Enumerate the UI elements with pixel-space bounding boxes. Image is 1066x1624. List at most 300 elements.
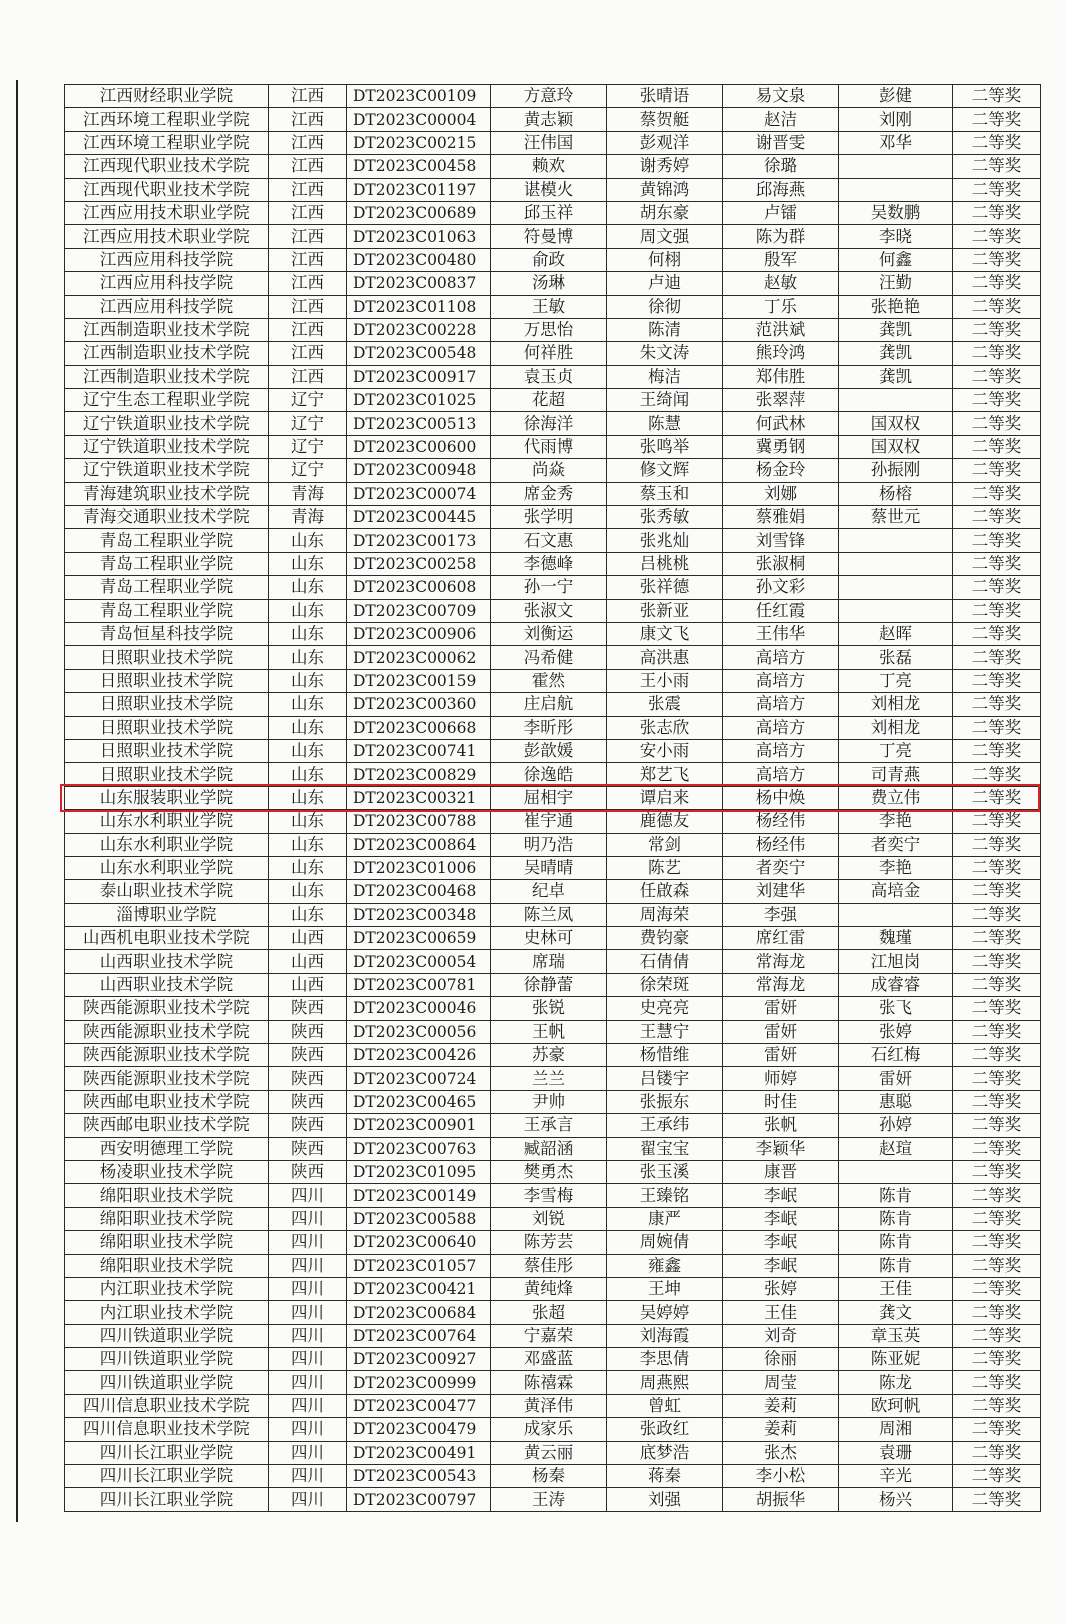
member-1-cell: 霍然 <box>491 669 607 692</box>
table-row <box>65 1207 1041 1230</box>
member-2-cell: 安小雨 <box>607 739 723 762</box>
registration-id-cell: DT2023C00348 <box>347 903 491 926</box>
member-2-cell: 卢迪 <box>607 272 723 295</box>
table-row <box>65 459 1041 482</box>
advisor-1-cell: 徐璐 <box>723 155 839 178</box>
member-1-cell: 席瑞 <box>491 950 607 973</box>
registration-id-cell: DT2023C00640 <box>347 1231 491 1254</box>
member-2-cell: 朱文涛 <box>607 342 723 365</box>
award-cell: 二等奖 <box>953 950 1041 973</box>
province-cell: 四川 <box>269 1465 347 1488</box>
member-2-cell: 何栩 <box>607 248 723 271</box>
member-1-cell: 纪卓 <box>491 880 607 903</box>
advisor-1-cell: 陈为群 <box>723 225 839 248</box>
award-cell: 二等奖 <box>953 108 1041 131</box>
award-cell: 二等奖 <box>953 1184 1041 1207</box>
province-cell: 江西 <box>269 318 347 341</box>
registration-id-cell: DT2023C01025 <box>347 389 491 412</box>
province-cell: 四川 <box>269 1231 347 1254</box>
member-1-cell: 吴晴晴 <box>491 856 607 879</box>
table-row <box>65 997 1041 1020</box>
advisor-2-cell <box>839 529 953 552</box>
school-cell: 日照职业技术学院 <box>65 646 269 669</box>
registration-id-cell: DT2023C00709 <box>347 599 491 622</box>
province-cell: 辽宁 <box>269 412 347 435</box>
award-cell: 二等奖 <box>953 1137 1041 1160</box>
registration-id-cell: DT2023C00159 <box>347 669 491 692</box>
advisor-2-cell: 王佳 <box>839 1277 953 1300</box>
province-cell: 山东 <box>269 622 347 645</box>
province-cell: 江西 <box>269 178 347 201</box>
member-2-cell: 周婉倩 <box>607 1231 723 1254</box>
advisor-2-cell: 费立伟 <box>839 786 953 809</box>
table-row <box>65 1348 1041 1371</box>
member-2-cell: 雍鑫 <box>607 1254 723 1277</box>
advisor-2-cell: 国双权 <box>839 412 953 435</box>
member-2-cell: 李思倩 <box>607 1348 723 1371</box>
award-cell: 二等奖 <box>953 201 1041 224</box>
registration-id-cell: DT2023C00608 <box>347 576 491 599</box>
awards-table <box>64 84 1041 1512</box>
province-cell: 四川 <box>269 1184 347 1207</box>
school-cell: 绵阳职业技术学院 <box>65 1184 269 1207</box>
table-row <box>65 85 1041 108</box>
award-cell: 二等奖 <box>953 833 1041 856</box>
advisor-2-cell: 刘相龙 <box>839 693 953 716</box>
advisor-2-cell: 石红梅 <box>839 1044 953 1067</box>
registration-id-cell: DT2023C00046 <box>347 997 491 1020</box>
school-cell: 辽宁铁道职业技术学院 <box>65 435 269 458</box>
member-2-cell: 杨惜维 <box>607 1044 723 1067</box>
advisor-2-cell: 陈肯 <box>839 1254 953 1277</box>
awards-table-body <box>65 85 1041 1512</box>
school-cell: 四川长江职业学院 <box>65 1465 269 1488</box>
member-1-cell: 杨秦 <box>491 1465 607 1488</box>
school-cell: 内江职业技术学院 <box>65 1301 269 1324</box>
member-1-cell: 尚焱 <box>491 459 607 482</box>
table-row <box>65 412 1041 435</box>
member-1-cell: 刘锐 <box>491 1207 607 1230</box>
school-cell: 山西职业技术学院 <box>65 973 269 996</box>
advisor-1-cell: 孙文彩 <box>723 576 839 599</box>
school-cell: 绵阳职业技术学院 <box>65 1254 269 1277</box>
table-row <box>65 1114 1041 1137</box>
table-row <box>65 856 1041 879</box>
award-cell: 二等奖 <box>953 389 1041 412</box>
member-2-cell: 吕镂宇 <box>607 1067 723 1090</box>
advisor-1-cell: 丁乐 <box>723 295 839 318</box>
advisor-1-cell: 王伟华 <box>723 622 839 645</box>
school-cell: 江西现代职业技术学院 <box>65 155 269 178</box>
member-1-cell: 黄云丽 <box>491 1441 607 1464</box>
table-row <box>65 973 1041 996</box>
advisor-2-cell: 陈亚妮 <box>839 1348 953 1371</box>
member-1-cell: 陈兰凤 <box>491 903 607 926</box>
member-1-cell: 汪伟国 <box>491 131 607 154</box>
member-2-cell: 徐彻 <box>607 295 723 318</box>
table-row <box>65 365 1041 388</box>
school-cell: 日照职业技术学院 <box>65 716 269 739</box>
registration-id-cell: DT2023C01197 <box>347 178 491 201</box>
registration-id-cell: DT2023C00228 <box>347 318 491 341</box>
award-cell: 二等奖 <box>953 435 1041 458</box>
table-row <box>65 1301 1041 1324</box>
member-2-cell: 高洪惠 <box>607 646 723 669</box>
advisor-2-cell: 龚文 <box>839 1301 953 1324</box>
award-cell: 二等奖 <box>953 1160 1041 1183</box>
award-cell: 二等奖 <box>953 131 1041 154</box>
province-cell: 山东 <box>269 856 347 879</box>
award-cell: 二等奖 <box>953 155 1041 178</box>
province-cell: 山西 <box>269 950 347 973</box>
award-cell: 二等奖 <box>953 997 1041 1020</box>
province-cell: 山东 <box>269 786 347 809</box>
advisor-1-cell: 邱海燕 <box>723 178 839 201</box>
school-cell: 江西制造职业技术学院 <box>65 365 269 388</box>
member-1-cell: 李雪梅 <box>491 1184 607 1207</box>
member-2-cell: 张秀敏 <box>607 506 723 529</box>
award-cell: 二等奖 <box>953 529 1041 552</box>
school-cell: 江西应用科技学院 <box>65 295 269 318</box>
advisor-2-cell <box>839 155 953 178</box>
award-cell: 二等奖 <box>953 1254 1041 1277</box>
table-row <box>65 435 1041 458</box>
member-1-cell: 李德峰 <box>491 552 607 575</box>
member-1-cell: 石文惠 <box>491 529 607 552</box>
registration-id-cell: DT2023C00724 <box>347 1067 491 1090</box>
award-cell: 二等奖 <box>953 576 1041 599</box>
award-cell: 二等奖 <box>953 927 1041 950</box>
award-cell: 二等奖 <box>953 412 1041 435</box>
member-2-cell: 刘强 <box>607 1488 723 1511</box>
member-1-cell: 席金秀 <box>491 482 607 505</box>
member-2-cell: 费钧豪 <box>607 927 723 950</box>
member-2-cell: 吴婷婷 <box>607 1301 723 1324</box>
member-1-cell: 李昕彤 <box>491 716 607 739</box>
advisor-2-cell: 吴数鹏 <box>839 201 953 224</box>
advisor-1-cell: 刘建华 <box>723 880 839 903</box>
province-cell: 陕西 <box>269 1090 347 1113</box>
school-cell: 陕西能源职业技术学院 <box>65 1067 269 1090</box>
advisor-1-cell: 雷妍 <box>723 1044 839 1067</box>
advisor-1-cell: 易文泉 <box>723 85 839 108</box>
registration-id-cell: DT2023C00173 <box>347 529 491 552</box>
advisor-1-cell: 李岷 <box>723 1207 839 1230</box>
school-cell: 西安明德理工学院 <box>65 1137 269 1160</box>
registration-id-cell: DT2023C00906 <box>347 622 491 645</box>
advisor-2-cell: 张艳艳 <box>839 295 953 318</box>
school-cell: 青岛恒星科技学院 <box>65 622 269 645</box>
advisor-2-cell: 龚凯 <box>839 365 953 388</box>
registration-id-cell: DT2023C00917 <box>347 365 491 388</box>
advisor-2-cell: 惠聪 <box>839 1090 953 1113</box>
member-2-cell: 陈清 <box>607 318 723 341</box>
award-cell: 二等奖 <box>953 669 1041 692</box>
table-row <box>65 810 1041 833</box>
advisor-2-cell: 欧珂帆 <box>839 1394 953 1417</box>
province-cell: 四川 <box>269 1441 347 1464</box>
school-cell: 四川信息职业技术学院 <box>65 1418 269 1441</box>
table-row <box>65 646 1041 669</box>
advisor-2-cell: 邓华 <box>839 131 953 154</box>
member-1-cell: 樊勇杰 <box>491 1160 607 1183</box>
advisor-2-cell <box>839 576 953 599</box>
award-cell: 二等奖 <box>953 1441 1041 1464</box>
advisor-1-cell: 李小松 <box>723 1465 839 1488</box>
member-2-cell: 张兆灿 <box>607 529 723 552</box>
advisor-2-cell: 刘相龙 <box>839 716 953 739</box>
advisor-2-cell: 张磊 <box>839 646 953 669</box>
award-cell: 二等奖 <box>953 739 1041 762</box>
member-2-cell: 张震 <box>607 693 723 716</box>
advisor-1-cell: 张杰 <box>723 1441 839 1464</box>
member-1-cell: 崔宇通 <box>491 810 607 833</box>
advisor-2-cell: 李艳 <box>839 810 953 833</box>
award-cell: 二等奖 <box>953 1465 1041 1488</box>
advisor-2-cell: 龚凯 <box>839 342 953 365</box>
advisor-2-cell: 刘刚 <box>839 108 953 131</box>
province-cell: 山东 <box>269 833 347 856</box>
advisor-2-cell: 周湘 <box>839 1418 953 1441</box>
registration-id-cell: DT2023C00004 <box>347 108 491 131</box>
advisor-2-cell: 丁亮 <box>839 669 953 692</box>
table-row <box>65 622 1041 645</box>
member-1-cell: 宁嘉荣 <box>491 1324 607 1347</box>
registration-id-cell: DT2023C00837 <box>347 272 491 295</box>
member-2-cell: 翟宝宝 <box>607 1137 723 1160</box>
member-2-cell: 任啟森 <box>607 880 723 903</box>
member-2-cell: 底梦浩 <box>607 1441 723 1464</box>
award-cell: 二等奖 <box>953 1371 1041 1394</box>
award-cell: 二等奖 <box>953 506 1041 529</box>
member-1-cell: 彭歆媛 <box>491 739 607 762</box>
table-row <box>65 1044 1041 1067</box>
advisor-2-cell: 赵晖 <box>839 622 953 645</box>
school-cell: 杨凌职业技术学院 <box>65 1160 269 1183</box>
member-1-cell: 汤琳 <box>491 272 607 295</box>
province-cell: 江西 <box>269 155 347 178</box>
province-cell: 江西 <box>269 225 347 248</box>
province-cell: 辽宁 <box>269 389 347 412</box>
table-row <box>65 739 1041 762</box>
advisor-2-cell: 章玉英 <box>839 1324 953 1347</box>
table-row <box>65 1488 1041 1511</box>
province-cell: 辽宁 <box>269 435 347 458</box>
advisor-2-cell: 杨兴 <box>839 1488 953 1511</box>
registration-id-cell: DT2023C00659 <box>347 927 491 950</box>
advisor-2-cell: 赵瑄 <box>839 1137 953 1160</box>
award-cell: 二等奖 <box>953 178 1041 201</box>
province-cell: 陕西 <box>269 997 347 1020</box>
member-1-cell: 代雨博 <box>491 435 607 458</box>
registration-id-cell: DT2023C00258 <box>347 552 491 575</box>
registration-id-cell: DT2023C00927 <box>347 1348 491 1371</box>
member-2-cell: 吕桃桃 <box>607 552 723 575</box>
province-cell: 陕西 <box>269 1160 347 1183</box>
province-cell: 山东 <box>269 529 347 552</box>
member-1-cell: 邱玉祥 <box>491 201 607 224</box>
member-1-cell: 张锐 <box>491 997 607 1020</box>
table-row <box>65 225 1041 248</box>
school-cell: 江西现代职业技术学院 <box>65 178 269 201</box>
school-cell: 日照职业技术学院 <box>65 669 269 692</box>
award-cell: 二等奖 <box>953 552 1041 575</box>
school-cell: 绵阳职业技术学院 <box>65 1207 269 1230</box>
award-cell: 二等奖 <box>953 1348 1041 1371</box>
advisor-2-cell: 司青燕 <box>839 763 953 786</box>
registration-id-cell: DT2023C00788 <box>347 810 491 833</box>
advisor-1-cell: 刘娜 <box>723 482 839 505</box>
advisor-1-cell: 张帆 <box>723 1114 839 1137</box>
table-row <box>65 552 1041 575</box>
province-cell: 山东 <box>269 763 347 786</box>
advisor-1-cell: 蔡雅娟 <box>723 506 839 529</box>
advisor-2-cell: 者奕宁 <box>839 833 953 856</box>
advisor-2-cell: 张婷 <box>839 1020 953 1043</box>
registration-id-cell: DT2023C00465 <box>347 1090 491 1113</box>
advisor-1-cell: 李岷 <box>723 1184 839 1207</box>
table-row <box>65 599 1041 622</box>
member-2-cell: 张祥德 <box>607 576 723 599</box>
table-row <box>65 108 1041 131</box>
member-2-cell: 周燕熙 <box>607 1371 723 1394</box>
member-2-cell: 张鸣举 <box>607 435 723 458</box>
province-cell: 陕西 <box>269 1137 347 1160</box>
advisor-1-cell: 刘雪锋 <box>723 529 839 552</box>
table-row <box>65 248 1041 271</box>
member-1-cell: 史林可 <box>491 927 607 950</box>
registration-id-cell: DT2023C00062 <box>347 646 491 669</box>
province-cell: 山东 <box>269 646 347 669</box>
registration-id-cell: DT2023C00074 <box>347 482 491 505</box>
province-cell: 山东 <box>269 693 347 716</box>
member-1-cell: 苏豪 <box>491 1044 607 1067</box>
award-cell: 二等奖 <box>953 248 1041 271</box>
school-cell: 泰山职业技术学院 <box>65 880 269 903</box>
member-2-cell: 王小雨 <box>607 669 723 692</box>
advisor-1-cell: 殷军 <box>723 248 839 271</box>
table-row <box>65 201 1041 224</box>
school-cell: 青岛工程职业学院 <box>65 599 269 622</box>
province-cell: 四川 <box>269 1488 347 1511</box>
member-1-cell: 黄泽伟 <box>491 1394 607 1417</box>
province-cell: 四川 <box>269 1418 347 1441</box>
registration-id-cell: DT2023C00999 <box>347 1371 491 1394</box>
registration-id-cell: DT2023C00149 <box>347 1184 491 1207</box>
member-2-cell: 修文辉 <box>607 459 723 482</box>
advisor-1-cell: 李颖华 <box>723 1137 839 1160</box>
award-cell: 二等奖 <box>953 365 1041 388</box>
advisor-2-cell: 张飞 <box>839 997 953 1020</box>
school-cell: 淄博职业学院 <box>65 903 269 926</box>
advisor-2-cell: 龚凯 <box>839 318 953 341</box>
member-2-cell: 石倩倩 <box>607 950 723 973</box>
registration-id-cell: DT2023C01095 <box>347 1160 491 1183</box>
table-row <box>65 763 1041 786</box>
table-row <box>65 529 1041 552</box>
school-cell: 山东水利职业学院 <box>65 810 269 833</box>
school-cell: 江西环境工程职业学院 <box>65 108 269 131</box>
registration-id-cell: DT2023C00864 <box>347 833 491 856</box>
awards-table-wrapper <box>64 84 1040 1512</box>
province-cell: 江西 <box>269 342 347 365</box>
advisor-2-cell: 蔡世元 <box>839 506 953 529</box>
table-row <box>65 693 1041 716</box>
school-cell: 江西应用技术职业学院 <box>65 201 269 224</box>
member-2-cell: 王坤 <box>607 1277 723 1300</box>
province-cell: 青海 <box>269 506 347 529</box>
member-1-cell: 徐逸皓 <box>491 763 607 786</box>
member-2-cell: 郑艺飞 <box>607 763 723 786</box>
award-cell: 二等奖 <box>953 973 1041 996</box>
advisor-2-cell: 辛光 <box>839 1465 953 1488</box>
table-row <box>65 1184 1041 1207</box>
advisor-1-cell: 杨中焕 <box>723 786 839 809</box>
advisor-1-cell: 杨经伟 <box>723 810 839 833</box>
member-1-cell: 张淑文 <box>491 599 607 622</box>
school-cell: 四川长江职业学院 <box>65 1441 269 1464</box>
member-2-cell: 曾虹 <box>607 1394 723 1417</box>
member-2-cell: 王绮闻 <box>607 389 723 412</box>
school-cell: 陕西邮电职业技术学院 <box>65 1090 269 1113</box>
award-cell: 二等奖 <box>953 856 1041 879</box>
advisor-1-cell: 高培方 <box>723 669 839 692</box>
school-cell: 四川长江职业学院 <box>65 1488 269 1511</box>
registration-id-cell: DT2023C00763 <box>347 1137 491 1160</box>
member-1-cell: 赖欢 <box>491 155 607 178</box>
member-2-cell: 胡东豪 <box>607 201 723 224</box>
registration-id-cell: DT2023C00458 <box>347 155 491 178</box>
registration-id-cell: DT2023C00468 <box>347 880 491 903</box>
advisor-1-cell: 者奕宁 <box>723 856 839 879</box>
advisor-2-cell: 丁亮 <box>839 739 953 762</box>
advisor-1-cell: 郑伟胜 <box>723 365 839 388</box>
advisor-1-cell: 师婷 <box>723 1067 839 1090</box>
province-cell: 江西 <box>269 248 347 271</box>
member-2-cell: 蒋秦 <box>607 1465 723 1488</box>
advisor-1-cell: 任红霞 <box>723 599 839 622</box>
advisor-1-cell: 徐丽 <box>723 1348 839 1371</box>
advisor-1-cell: 高培方 <box>723 646 839 669</box>
province-cell: 四川 <box>269 1254 347 1277</box>
table-row <box>65 318 1041 341</box>
member-2-cell: 张政红 <box>607 1418 723 1441</box>
member-1-cell: 黄纯烽 <box>491 1277 607 1300</box>
member-1-cell: 庄启航 <box>491 693 607 716</box>
member-1-cell: 陈芳芸 <box>491 1231 607 1254</box>
advisor-2-cell: 孙振刚 <box>839 459 953 482</box>
advisor-2-cell: 陈肯 <box>839 1184 953 1207</box>
registration-id-cell: DT2023C00321 <box>347 786 491 809</box>
advisor-2-cell <box>839 389 953 412</box>
award-cell: 二等奖 <box>953 693 1041 716</box>
registration-id-cell: DT2023C00109 <box>347 85 491 108</box>
province-cell: 江西 <box>269 85 347 108</box>
member-2-cell: 谭启来 <box>607 786 723 809</box>
registration-id-cell: DT2023C00600 <box>347 435 491 458</box>
registration-id-cell: DT2023C00054 <box>347 950 491 973</box>
school-cell: 日照职业技术学院 <box>65 763 269 786</box>
school-cell: 辽宁铁道职业技术学院 <box>65 459 269 482</box>
award-cell: 二等奖 <box>953 272 1041 295</box>
advisor-1-cell: 高培方 <box>723 739 839 762</box>
advisor-1-cell: 高培方 <box>723 763 839 786</box>
school-cell: 山东水利职业学院 <box>65 833 269 856</box>
registration-id-cell: DT2023C00056 <box>347 1020 491 1043</box>
registration-id-cell: DT2023C00684 <box>347 1301 491 1324</box>
member-2-cell: 张晴语 <box>607 85 723 108</box>
registration-id-cell: DT2023C00477 <box>347 1394 491 1417</box>
